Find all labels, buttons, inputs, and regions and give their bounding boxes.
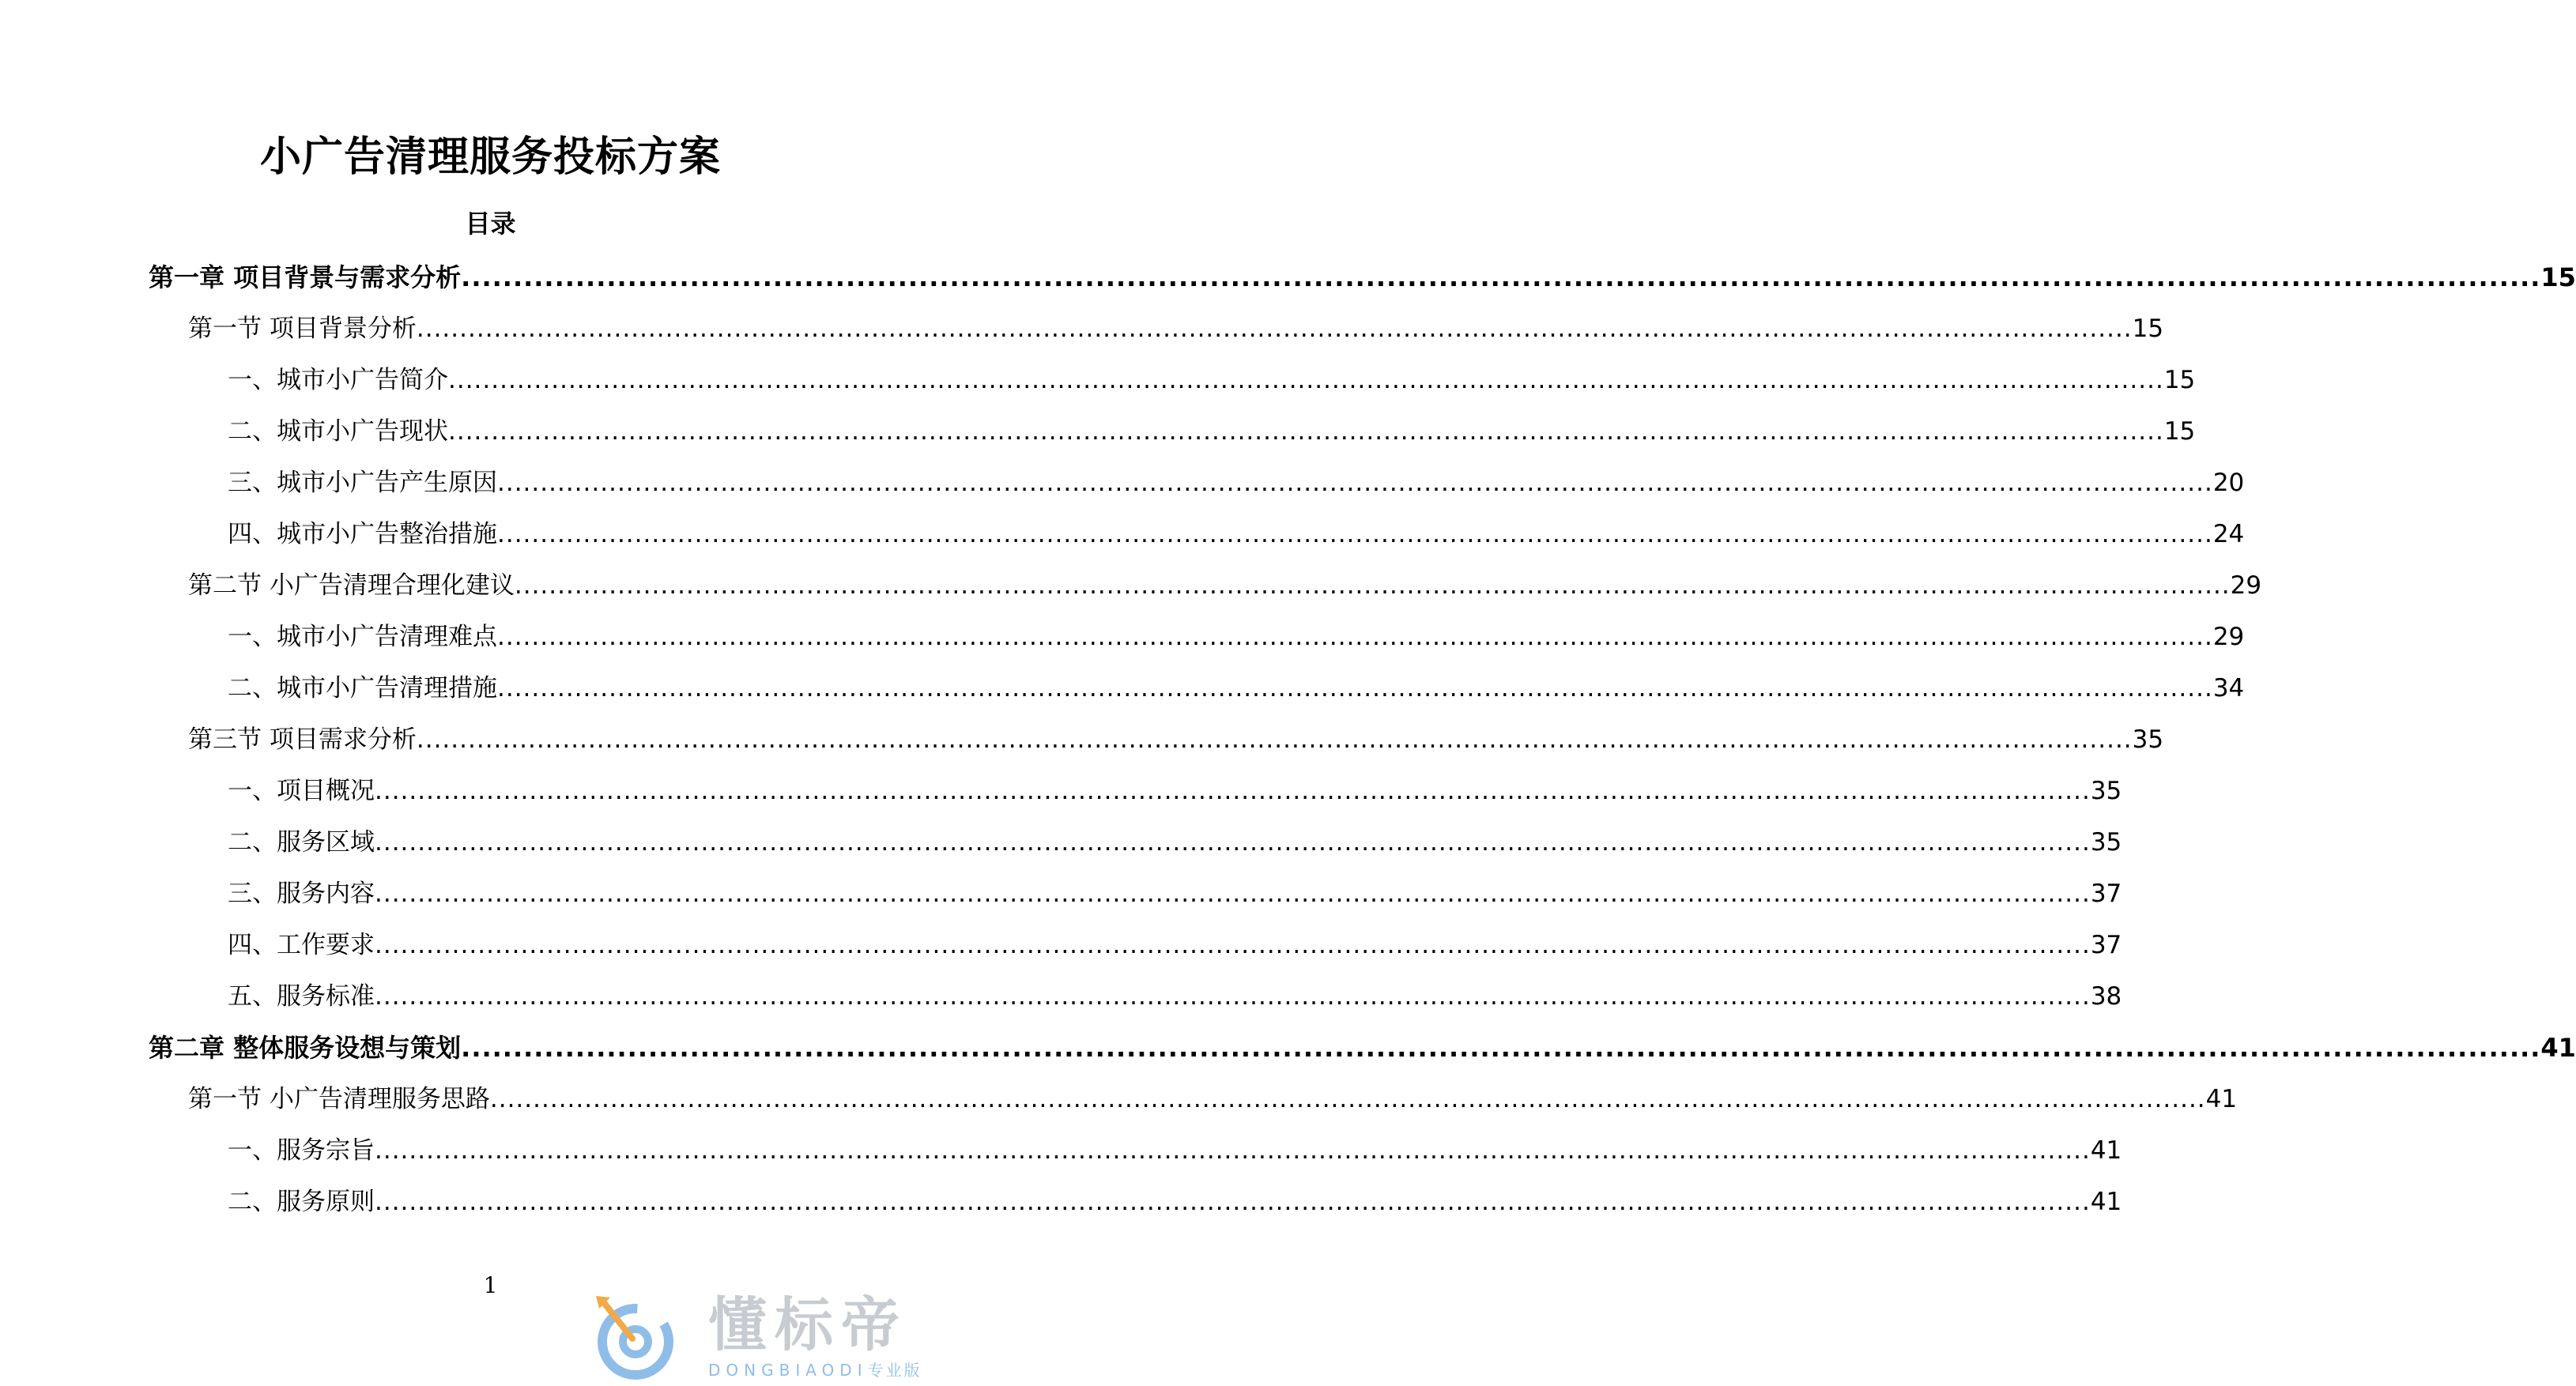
watermark-subtitle bbox=[708, 1362, 922, 1378]
toc-entry-title: 一、城市小广告简介 bbox=[228, 366, 448, 394]
toc-entry[interactable] bbox=[0, 414, 2196, 465]
toc-entry-title: 一、服务宗旨 bbox=[228, 1136, 375, 1165]
toc-entry-page: 15 bbox=[2132, 314, 2164, 343]
toc-entry-title: 第一节 小广告清理服务思路 bbox=[188, 1085, 490, 1113]
toc-entry-title: 二、城市小广告现状 bbox=[228, 417, 448, 446]
toc-entry-page: 15 bbox=[2163, 366, 2196, 394]
toc-dot-leader: ........................................................................................................................................................................................................ bbox=[461, 1033, 2541, 1063]
toc-entry-line bbox=[228, 465, 2245, 500]
toc-entry-line bbox=[228, 928, 2122, 962]
toc-dot-leader: ........................................................................................................................................................................................................ bbox=[497, 520, 2213, 548]
toc-entry-page: 41 bbox=[2090, 1188, 2122, 1216]
toc-dot-leader: ........................................................................................................................................................................................................ bbox=[375, 879, 2091, 908]
watermark-subtitle-cn: 专业版 bbox=[867, 1361, 922, 1380]
toc-dot-leader: ........................................................................................................................................................................................................ bbox=[375, 1188, 2091, 1216]
toc-dot-leader: ........................................................................................................................................................................................................ bbox=[416, 725, 2133, 754]
toc-dot-leader: ........................................................................................................................................................................................................ bbox=[514, 571, 2231, 600]
toc-entry-page: 35 bbox=[2090, 828, 2122, 857]
toc-entry-page: 29 bbox=[2212, 623, 2245, 651]
toc-entry[interactable] bbox=[0, 620, 2245, 671]
toc-dot-leader: ........................................................................................................................................................................................................ bbox=[497, 623, 2213, 651]
toc-entry[interactable] bbox=[0, 979, 2122, 1030]
toc-entry[interactable] bbox=[0, 825, 2122, 876]
toc-dot-leader: ........................................................................................................................................................................................................ bbox=[448, 366, 2164, 394]
toc-entry[interactable] bbox=[0, 1185, 2122, 1236]
toc-entry-line bbox=[188, 311, 2164, 346]
toc-dot-leader: ........................................................................................................................................................................................................ bbox=[461, 262, 2541, 292]
page-number: 1 bbox=[483, 1272, 498, 1298]
toc-entry[interactable] bbox=[0, 671, 2245, 722]
toc-entry-line bbox=[228, 620, 2245, 654]
toc-entry-page: 35 bbox=[2090, 777, 2122, 805]
toc-entry[interactable] bbox=[0, 928, 2122, 979]
toc-dot-leader: ........................................................................................................................................................................................................ bbox=[497, 674, 2213, 702]
toc-entry[interactable] bbox=[0, 465, 2245, 517]
toc-entry-line bbox=[228, 1133, 2122, 1168]
toc-entry-page: 41 bbox=[2090, 1136, 2122, 1165]
toc-entry-page: 37 bbox=[2090, 879, 2122, 908]
toc-dot-leader: ........................................................................................................................................................................................................ bbox=[375, 982, 2091, 1011]
toc-entry-title: 第二节 小广告清理合理化建议 bbox=[188, 571, 515, 600]
toc-entry-line bbox=[228, 517, 2245, 552]
toc-entry-page: 38 bbox=[2090, 982, 2122, 1011]
toc-entry-title: 第三节 项目需求分析 bbox=[188, 725, 417, 754]
toc-entry[interactable] bbox=[0, 260, 2576, 311]
toc-dot-leader: ........................................................................................................................................................................................................ bbox=[375, 1136, 2091, 1165]
toc-dot-leader: ........................................................................................................................................................................................................ bbox=[489, 1085, 2206, 1113]
toc-dot-leader: ........................................................................................................................................................................................................ bbox=[497, 469, 2213, 497]
toc-entry-page: 15 bbox=[2163, 417, 2196, 446]
toc-entry-line bbox=[149, 260, 2576, 295]
toc-entry-title: 一、项目概况 bbox=[228, 777, 375, 805]
document-title: 小广告清理服务投标方案 bbox=[259, 134, 721, 181]
toc-entry[interactable] bbox=[0, 1133, 2122, 1185]
toc-entry-line bbox=[228, 979, 2122, 1014]
toc-dot-leader: ........................................................................................................................................................................................................ bbox=[375, 828, 2091, 857]
toc-entry[interactable] bbox=[0, 1082, 2238, 1133]
toc-entry-title: 三、服务内容 bbox=[228, 879, 375, 908]
toc-entry-page: 24 bbox=[2212, 520, 2245, 548]
toc-entry-line bbox=[228, 414, 2196, 449]
toc-entry-line bbox=[228, 363, 2196, 397]
toc-entry-title: 四、城市小广告整治措施 bbox=[228, 520, 497, 548]
toc-entry-title: 第一节 项目背景分析 bbox=[188, 314, 417, 343]
toc-entry-page: 41 bbox=[2540, 1033, 2576, 1063]
toc-entry-page: 37 bbox=[2090, 931, 2122, 959]
table-of-contents bbox=[0, 260, 2576, 1236]
toc-entry[interactable] bbox=[0, 1030, 2576, 1082]
toc-entry-title: 第一章 项目背景与需求分析 bbox=[149, 262, 462, 292]
toc-entry-title: 二、服务原则 bbox=[228, 1188, 375, 1216]
toc-entry-line bbox=[228, 876, 2122, 911]
toc-dot-leader: ........................................................................................................................................................................................................ bbox=[416, 314, 2133, 343]
toc-entry-line bbox=[228, 825, 2122, 860]
toc-entry[interactable] bbox=[0, 363, 2196, 414]
toc-entry-page: 41 bbox=[2205, 1085, 2238, 1113]
toc-entry[interactable] bbox=[0, 722, 2164, 774]
toc-dot-leader: ........................................................................................................................................................................................................ bbox=[375, 777, 2091, 805]
toc-entry-title: 第二章 整体服务设想与策划 bbox=[149, 1033, 462, 1063]
toc-entry-page: 34 bbox=[2212, 674, 2245, 702]
toc-entry[interactable] bbox=[0, 311, 2164, 363]
toc-entry-title: 二、城市小广告清理措施 bbox=[228, 674, 497, 702]
toc-entry-page: 29 bbox=[2230, 571, 2262, 600]
watermark bbox=[591, 1293, 971, 1380]
toc-dot-leader: ........................................................................................................................................................................................................ bbox=[448, 417, 2164, 446]
toc-entry-title: 二、服务区域 bbox=[228, 828, 375, 857]
toc-entry-title: 五、服务标准 bbox=[228, 982, 375, 1011]
toc-entry-title: 一、城市小广告清理难点 bbox=[228, 623, 497, 651]
watermark-brand: 懂标帝 bbox=[708, 1291, 907, 1359]
toc-entry-title: 四、工作要求 bbox=[228, 931, 375, 959]
toc-entry[interactable] bbox=[0, 517, 2245, 568]
toc-dot-leader: ........................................................................................................................................................................................................ bbox=[375, 931, 2091, 959]
toc-entry[interactable] bbox=[0, 876, 2122, 928]
toc-entry[interactable] bbox=[0, 568, 2262, 620]
toc-entry-line bbox=[228, 774, 2122, 808]
toc-entry-title: 三、城市小广告产生原因 bbox=[228, 469, 497, 497]
watermark-subtitle-latin: DONGBIAODI bbox=[708, 1361, 868, 1380]
toc-entry-page: 20 bbox=[2212, 469, 2245, 497]
toc-entry-line bbox=[188, 568, 2262, 603]
toc-entry-page: 35 bbox=[2132, 725, 2164, 754]
toc-entry-line bbox=[188, 722, 2164, 757]
toc-entry[interactable] bbox=[0, 774, 2122, 825]
toc-entry-line bbox=[228, 1185, 2122, 1219]
toc-entry-line bbox=[188, 1082, 2238, 1117]
toc-entry-line bbox=[228, 671, 2245, 706]
target-arrow-icon bbox=[591, 1293, 678, 1380]
toc-entry-line bbox=[149, 1030, 2576, 1065]
toc-entry-page: 15 bbox=[2540, 262, 2576, 292]
toc-heading: 目录 bbox=[465, 209, 516, 239]
